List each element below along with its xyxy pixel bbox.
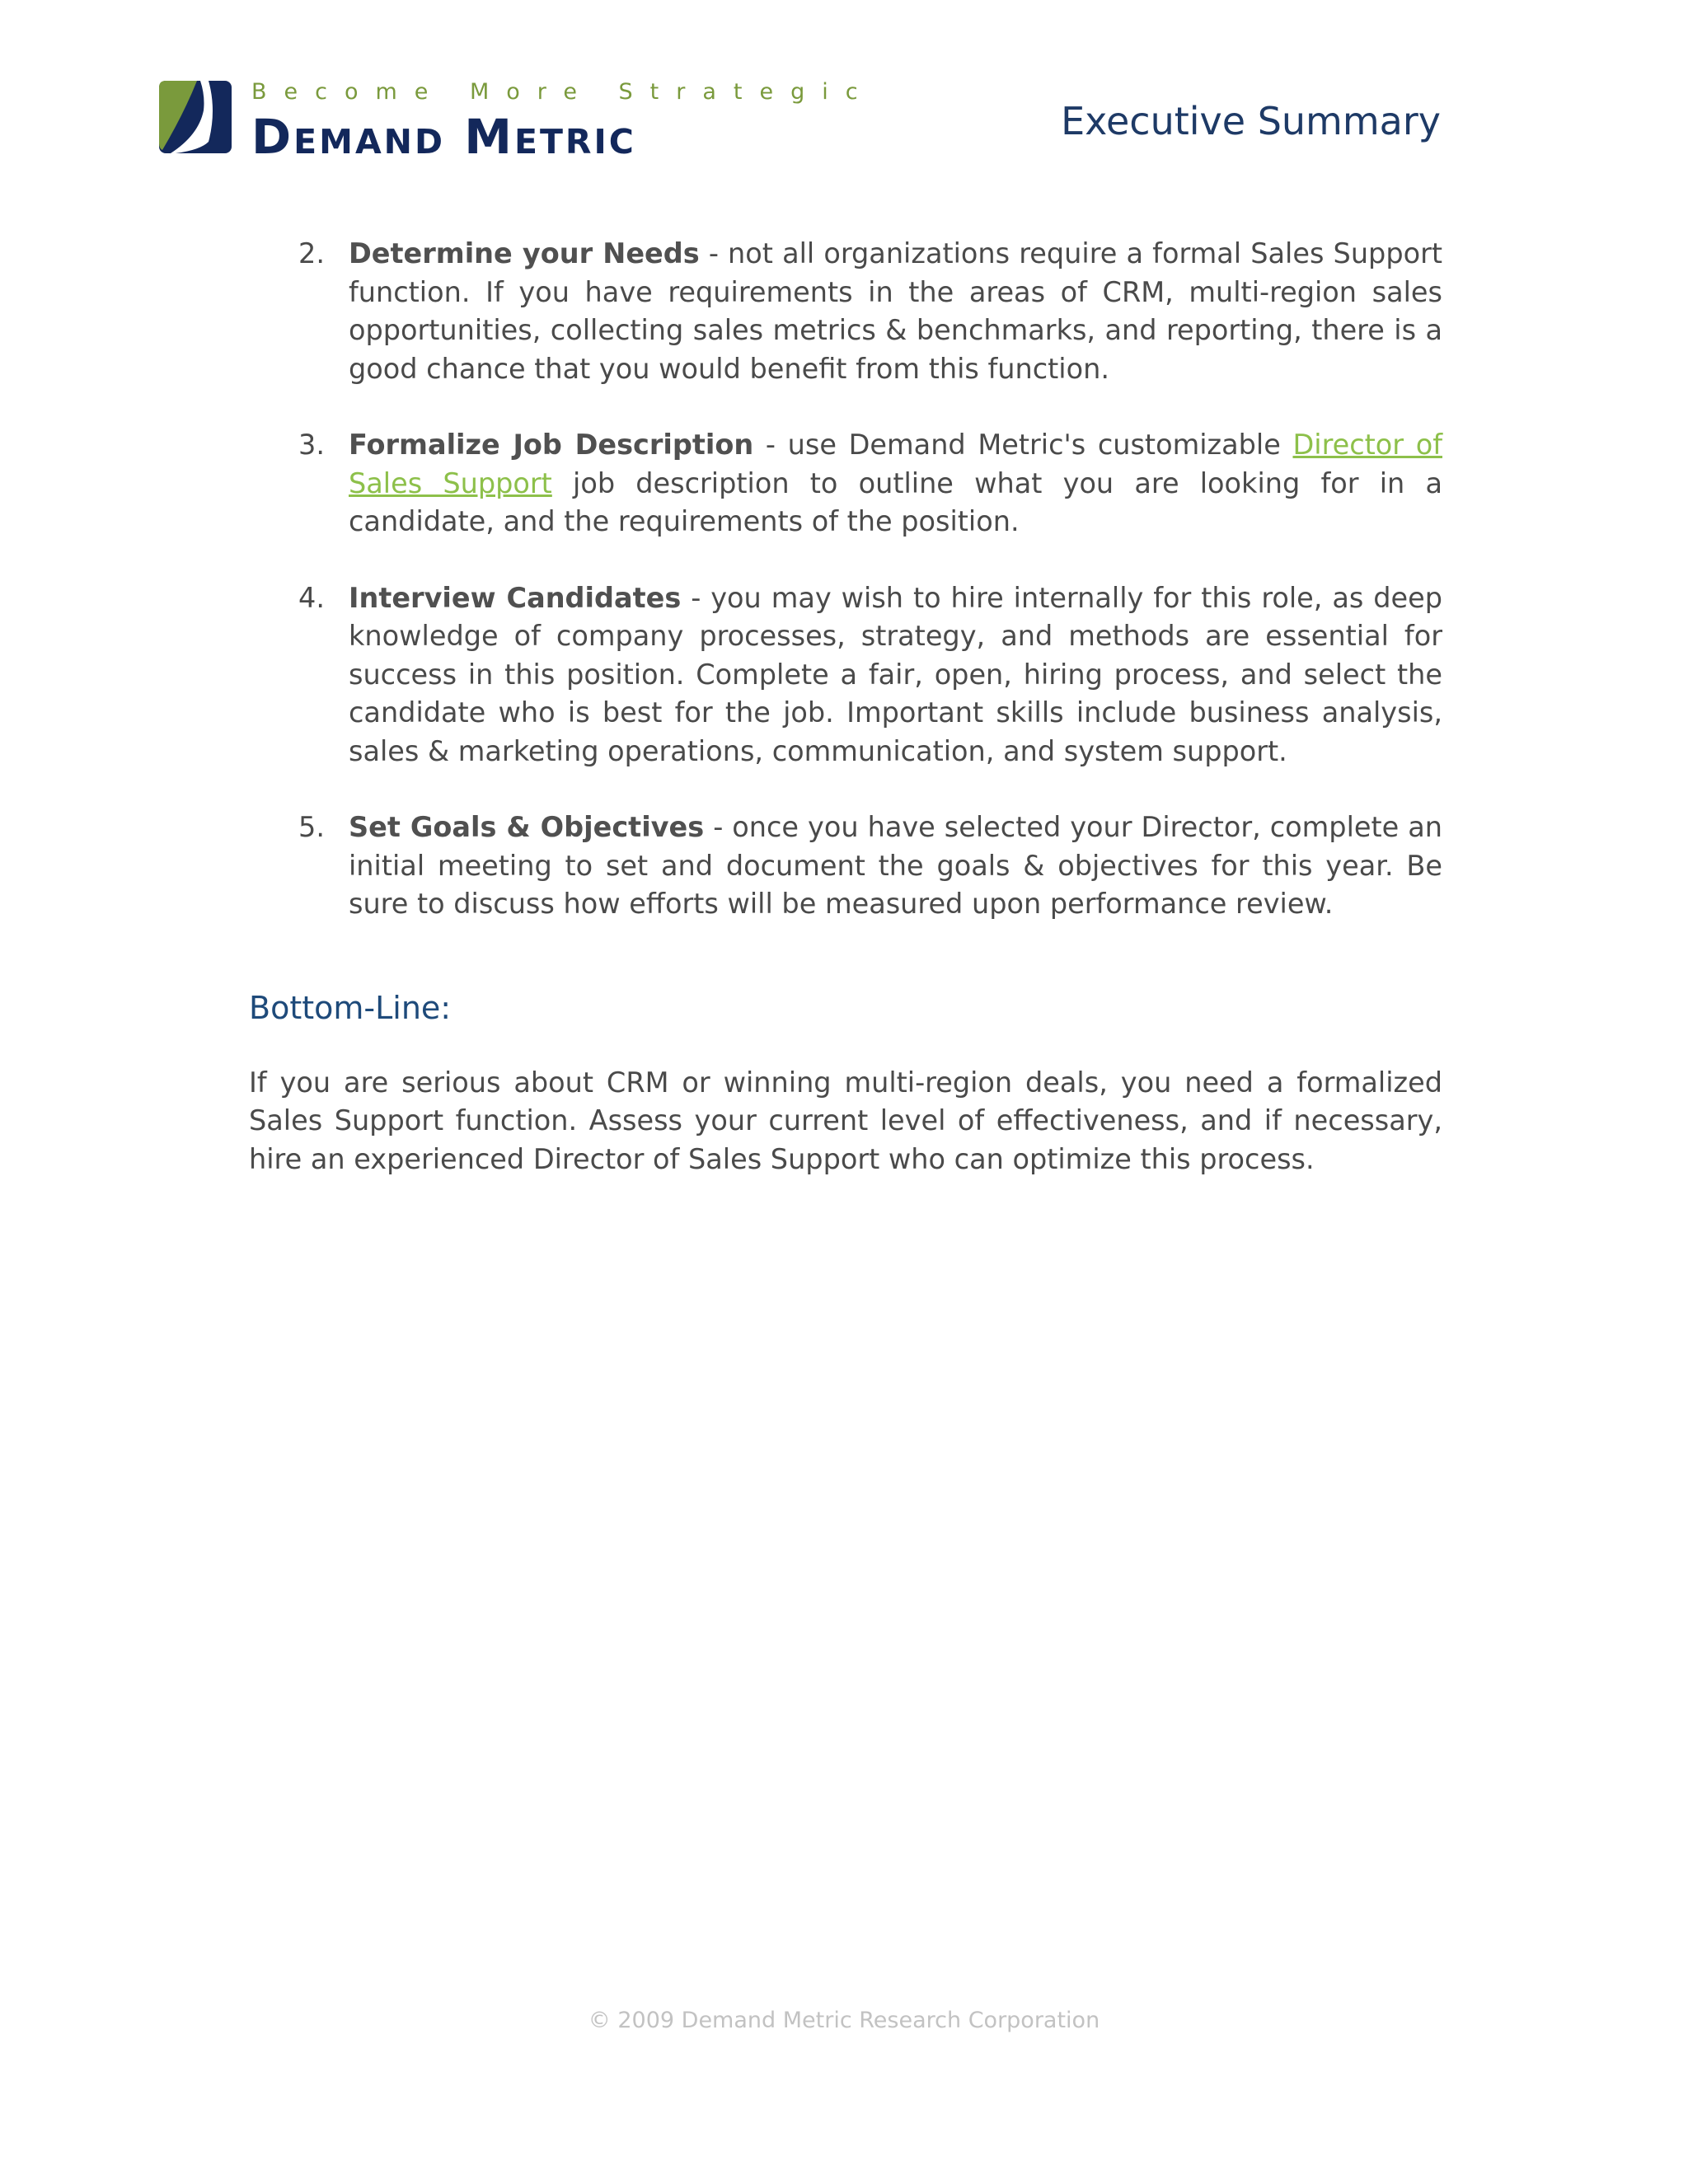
list-item-number: 5. (298, 811, 325, 843)
list-item-title: Set Goals & Objectives (349, 811, 705, 843)
bottom-line-paragraph: If you are serious about CRM or winning multi-region deals, you need a formalized Sales Support function. Assess your current level of effectiveness, and if necessary, hire an experienced Director of Sales Support who can optimize this process. (249, 1066, 1442, 1175)
list-item-title: Interview Candidates (349, 581, 682, 614)
bottom-line-heading: Bottom-Line: (249, 989, 452, 1026)
list-item (249, 579, 1442, 771)
list-item-title: Formalize Job Description (349, 429, 754, 461)
list-item-text: - use Demand Metric's customizable (753, 429, 1293, 461)
demand-metric-logo-icon (159, 81, 232, 153)
list-item-title: Determine your Needs (349, 237, 700, 269)
logo (159, 76, 875, 165)
list-item-text: - once you have selected your Director, complete an initial meeting to set and document the goals & objectives for this year. Be sure to discuss how efforts will be measured upon performance review. (349, 811, 1442, 920)
main-content (249, 235, 1442, 1179)
logo-brand-name: Demand Metric (251, 109, 636, 165)
list-item-text: - not all organizations require a formal Sales Support function. If you have requirements in the areas of CRM, multi-region sales opportunities, collecting sales metrics & benchmarks, and reporting, there is a good chance that you would benefit from this function. (349, 237, 1442, 385)
list-item (249, 808, 1442, 924)
list-item-number: 3. (298, 429, 325, 461)
steps-list (249, 235, 1442, 924)
list-item (249, 426, 1442, 541)
logo-tagline: Become More Strategic (251, 79, 875, 105)
page-title: Executive Summary (1061, 99, 1441, 143)
footer-copyright: © 2009 Demand Metric Research Corporation (588, 2008, 1100, 2033)
list-item (249, 235, 1442, 388)
list-item-number: 4. (298, 581, 325, 614)
list-item-text: job description to outline what you are looking for in a candidate, and the requirements of the position. (349, 466, 1443, 537)
director-of-sales-support-link[interactable]: Director of Sales Support (349, 429, 1442, 499)
list-item-text: - you may wish to hire internally for this role, as deep knowledge of company processes, strategy, and methods are essential for success in this position. Complete a fair, open, hiring process, and select the candidate who is best for the job. Important skills include business analysis, sales & marketing operations, communication, and system support. (349, 581, 1443, 767)
list-item-number: 2. (298, 237, 325, 269)
